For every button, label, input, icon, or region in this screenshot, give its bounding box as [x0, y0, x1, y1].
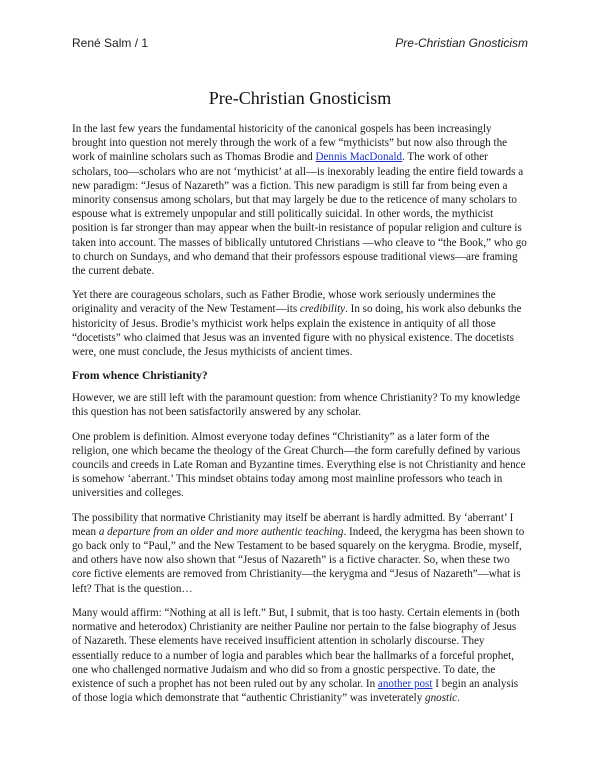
paragraph-2-text-b: . In so doing, his work also debunks the historicity of Jesus. Brodie’s mythicist work helps explain the existence in antiquity of all those “docetists” who claimed that Jesus was an invented figure with no physical existence. The docetists were, one must conclude, the Jesus mythicists of ancient times.: [72, 303, 522, 359]
dennis-macdonald-link[interactable]: Dennis MacDonald: [315, 151, 403, 164]
paragraph-6-text-b: I begin an analysis of those logia which demonstrate that “authentic Christianity” was inveterately: [72, 677, 519, 705]
paragraph-6: [72, 606, 528, 705]
paragraph-6-text-a: Many would affirm: “Nothing at all is left.” But, I submit, that is too hasty. Certain elements in (both normative and heterodox) Christianity are neither Pauline nor pertain to the false biography of Jesus of Nazareth. These elements have received insufficient attention in scholarly discourse. They essentially reduce to a number of logia and parables which bear the hallmarks of a forceful prophet, one who challenged normative Judaism and who did so from a gnostic perspective. To date, the existence of such a prophet has not been ruled out by any scholar. In: [72, 606, 520, 690]
section-heading: From whence Christianity?: [72, 369, 208, 383]
paragraph-5: [72, 511, 528, 596]
paragraph-2-text-a: Yet there are courageous scholars, such as Father Brodie, whose work seriously undermines the originality and veracity of the New Testament—its: [72, 289, 496, 316]
page-header: [72, 36, 528, 50]
paragraph-1-text-b: . The work of other scholars, too—scholars who are not ‘mythicist’ at all—is inexorably leading the entire field towards a new paradigm: “Jesus of Nazareth” was a fiction. This new paradigm is still far from being even a minority consensus among scholars, but that may largely be due to the reticence of many scholars to espouse what is extremely unpopular and still politically suicidal. In other words, the mythicist position is far stronger than may appear when the built-in resistance of popular religion and culture is taken into account. The masses of biblically untutored Christians —who cleave to “the Book,” who go to church on Sundays, and who demand that their professors espouse traditional views—are framing the current debate.: [72, 151, 527, 278]
another-post-link[interactable]: another post: [377, 677, 433, 690]
paragraph-3: However, we are still left with the paramount question: from whence Christianity? To my knowledge this question has not been satisfactorily answered by any scholar.: [72, 392, 521, 419]
paragraph-1-text-a: In the last few years the fundamental historicity of the canonical gospels has been increasingly brought into question not merely through the work of a few “mythicists” but now also through the work of mainline scholars such as Thomas Brodie and: [72, 123, 508, 164]
paragraph-6-emphasis: gnostic: [425, 692, 458, 705]
paragraph-4: One problem is definition. Almost everyone today defines “Christianity” as a later form of the religion, one which became the theology of the Great Church—the form carefully defined by various councils and creeds in Late Roman and Byzantine times. Everything else is not Christianity and hence is somehow ‘aberrant.’ This mindset obtains today among most mainline professors who teach in universities and colleges.: [72, 430, 526, 500]
paragraph-5-text-b: . Indeed, the kerygma has been shown to go back only to “Paul,” and the New Testament to be based squarely on the kerygma. Brodie, myself, and others have now also shown that “Jesus of Nazareth” is a fictive character. So, when these two core fictive elements are removed from Christianity—the kerygma and “Jesus of Nazareth”—what is left? That is the question…: [72, 525, 525, 595]
paragraph-6-text-c: .: [457, 692, 460, 705]
paragraph-5-text-a: The possibility that normative Christianity may itself be aberrant is hardly admitted. By ‘aberrant’ I mean: [72, 511, 514, 538]
header-author-page: René Salm / 1: [72, 36, 149, 50]
header-doc-title: Pre-Christian Gnosticism: [395, 36, 528, 50]
paragraph-2: [72, 288, 528, 359]
paragraph-5-emphasis: a departure from an older and more authentic teaching: [98, 525, 344, 538]
page-title: Pre-Christian Gnosticism: [208, 88, 392, 108]
article-body: [72, 88, 528, 715]
paragraph-1: [72, 122, 528, 278]
paragraph-2-emphasis: credibility: [299, 303, 346, 316]
